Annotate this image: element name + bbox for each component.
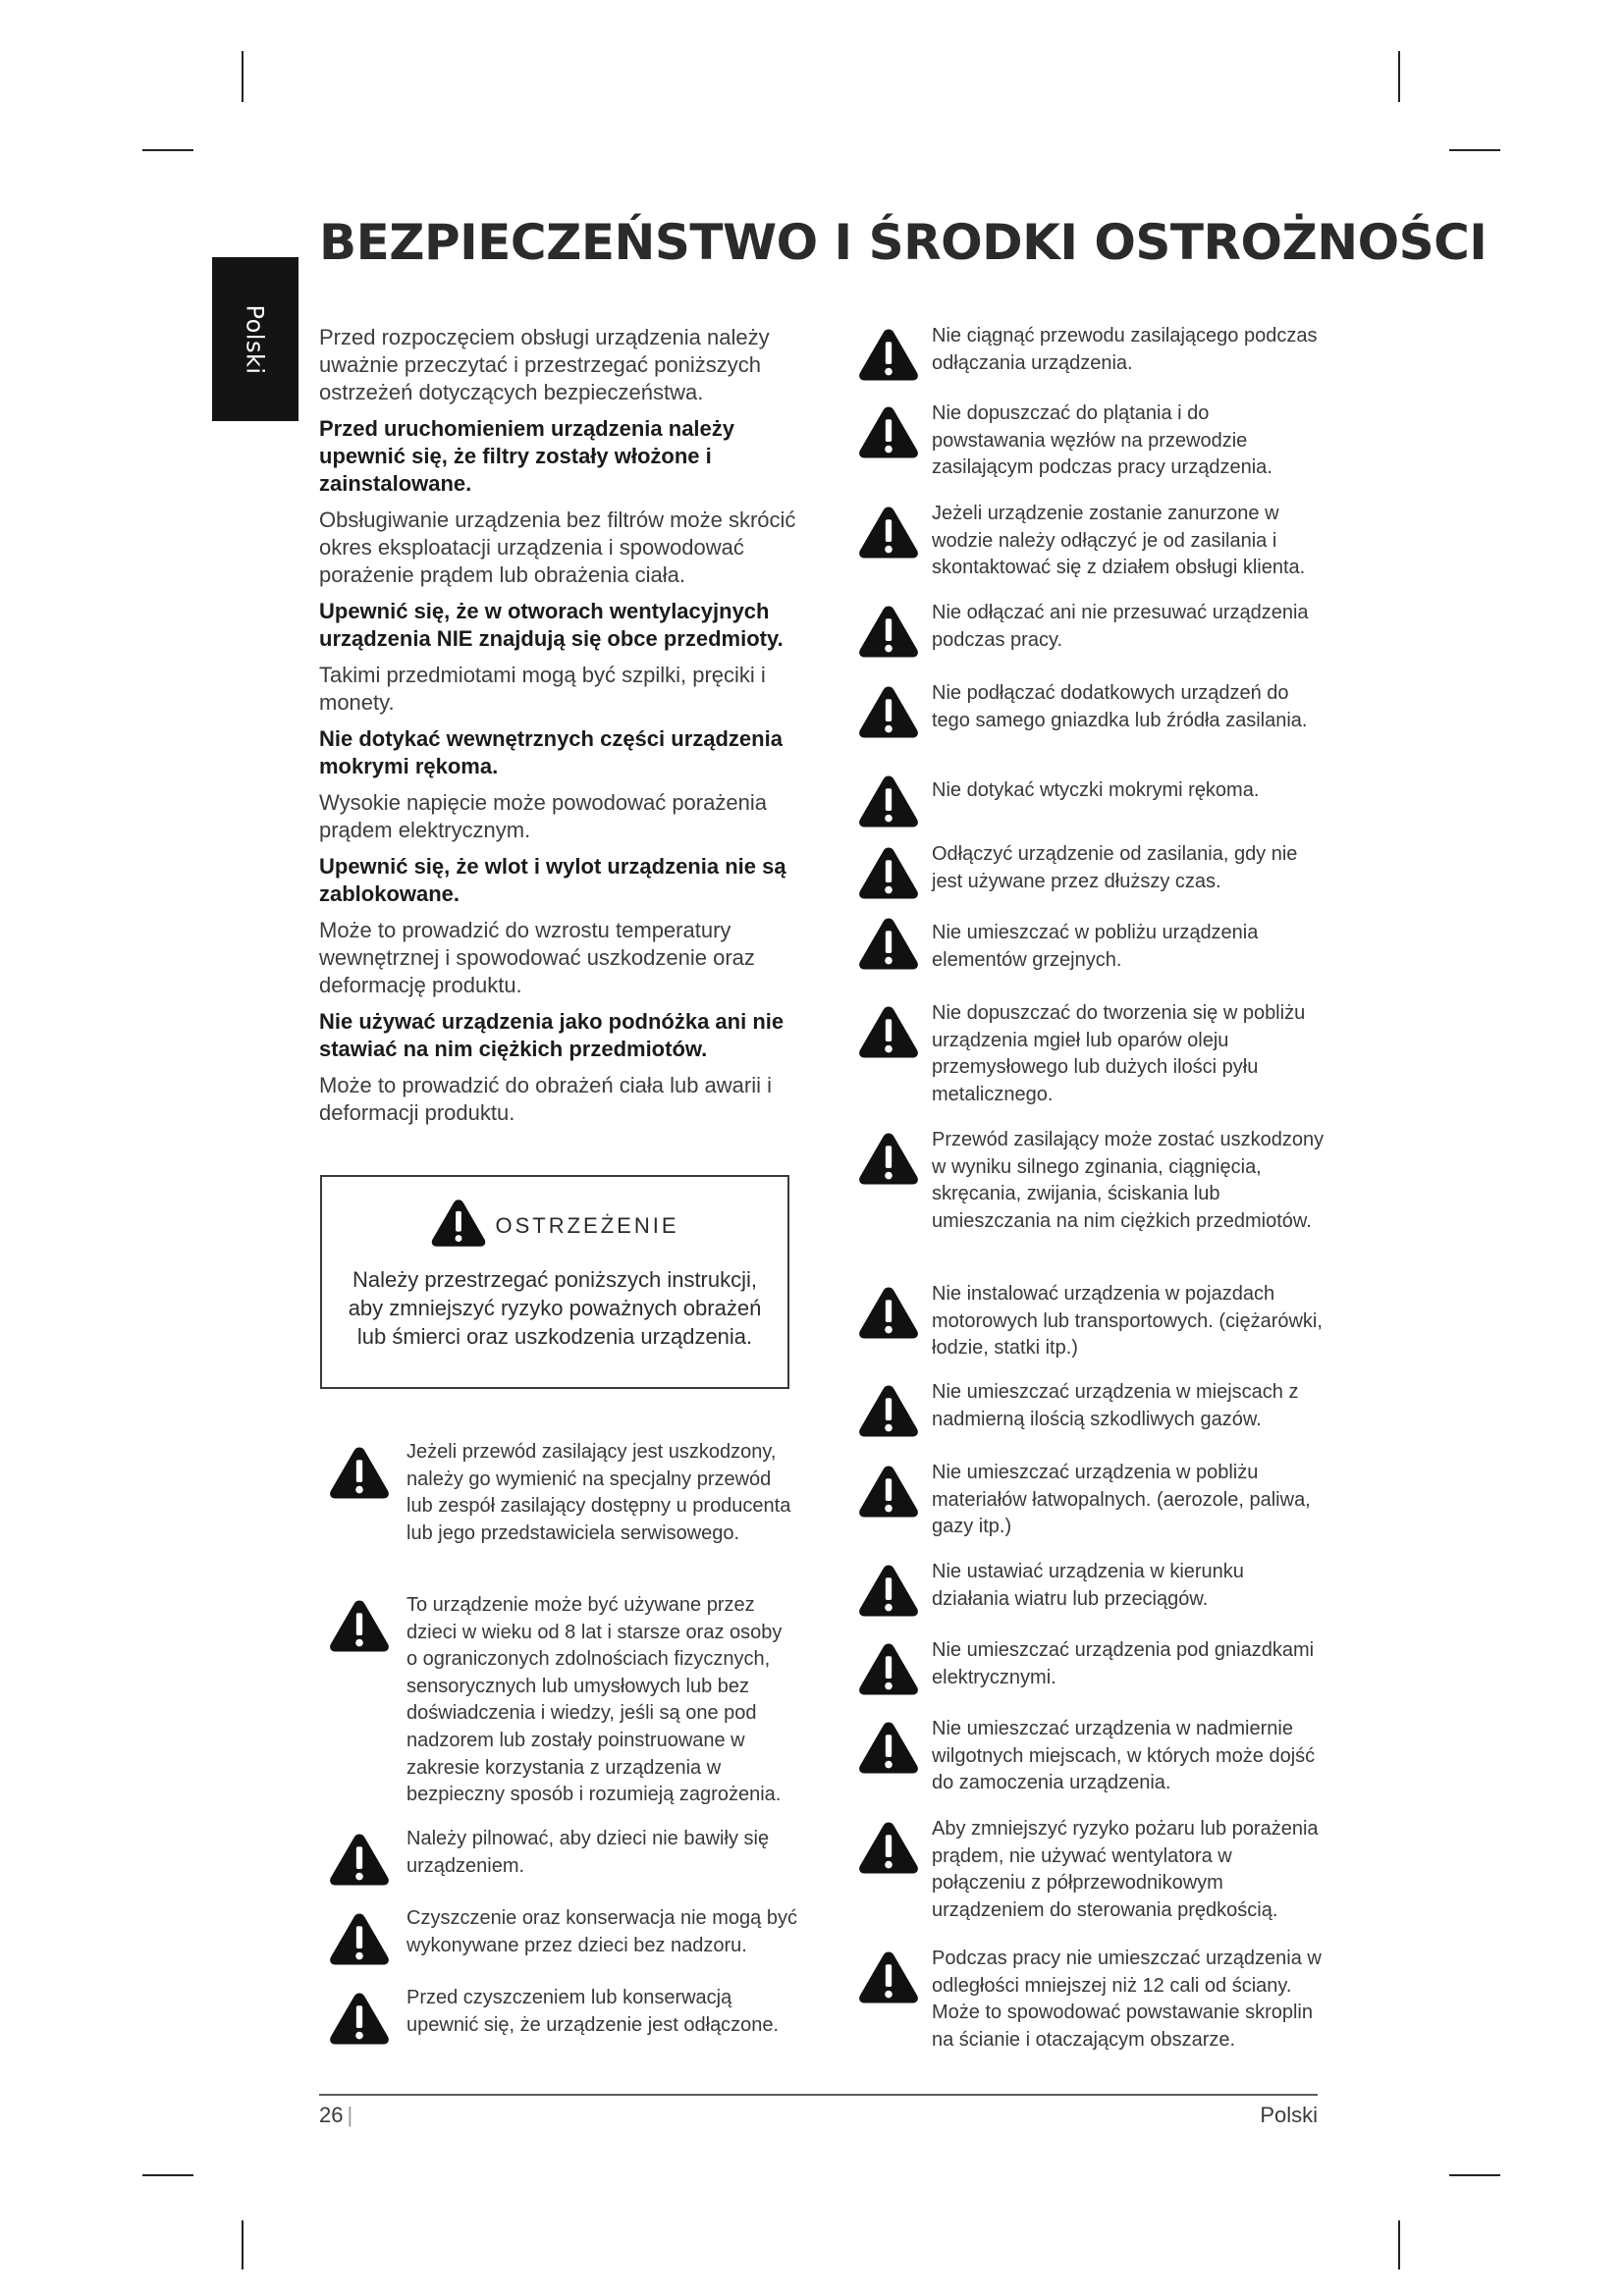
warning-item-text: Nie ciągnąć przewodu zasilającego podczas odłączania urządzenia.: [932, 325, 1318, 374]
warning-item-text: Nie dopuszczać do tworzenia się w pobliżu urządzenia mgieł lub oparów oleju przemysłowego lub dużych ilości pyłu metalicznego.: [932, 1002, 1306, 1105]
left-text-column: [319, 324, 796, 1136]
warning-item-text: Nie odłączać ani nie przesuwać urządzenia podczas pracy.: [932, 602, 1309, 651]
warning-item: [328, 1985, 797, 2047]
warning-item-text: Nie umieszczać w pobliżu urządzenia elementów grzejnych.: [932, 922, 1259, 971]
page-number: 26: [319, 2103, 344, 2127]
warning-item-text: Należy pilnować, aby dzieci nie bawiły się urządzeniem.: [406, 1828, 770, 1877]
page-title: BEZPIECZEŃSTWO I ŚRODKI OSTROŻNOŚCI: [319, 214, 1488, 271]
warning-item: [328, 1905, 797, 1967]
warning-box-header: [322, 1198, 787, 1254]
warning-triangle-icon: [857, 1641, 920, 1697]
warning-box: [320, 1175, 789, 1389]
warning-item: [328, 1826, 797, 1888]
warning-item-text: Jeżeli urządzenie zostanie zanurzone w wodzie należy odłączyć je od zasilania i skontaktować się z działem obsługi klienta.: [932, 503, 1306, 579]
warning-triangle-icon: [328, 1598, 391, 1654]
safety-heading: Nie używać urządzenia jako podnóżka ani nie stawiać na nim ciężkich przedmiotów.: [319, 1009, 785, 1061]
crop-mark: [242, 2220, 244, 2269]
warning-item: [857, 1127, 1326, 1235]
warning-triangle-icon: [328, 1991, 391, 2047]
warning-triangle-icon: [328, 1911, 391, 1967]
warning-item-text: Nie dotykać wtyczki mokrymi rękoma.: [932, 779, 1260, 801]
warning-item-text: Odłączyć urządzenie od zasilania, gdy nie jest używane przez dłuższy czas.: [932, 843, 1298, 892]
footer-rule: [319, 2094, 1318, 2096]
warning-triangle-icon: [857, 1285, 920, 1341]
warning-triangle-icon: [857, 505, 920, 561]
language-side-tab: [212, 257, 298, 421]
warning-item: [857, 841, 1326, 901]
warning-triangle-icon: [857, 1720, 920, 1776]
warning-item: [857, 920, 1326, 974]
warning-triangle-icon: [857, 404, 920, 460]
warning-box-text: Należy przestrzegać poniższych instrukcji, aby zmniejszyć ryzyko poważnych obrażeń lub śmierci oraz uszkodzenia urządzenia.: [348, 1267, 762, 1349]
warning-triangle-icon: [328, 1445, 391, 1501]
crop-mark: [142, 149, 193, 151]
warning-item: [857, 680, 1326, 740]
warning-item: [857, 600, 1326, 660]
warning-item-text: Nie podłączać dodatkowych urządzeń do tego samego gniazdka lub źródła zasilania.: [932, 682, 1308, 731]
warning-item-text: Nie ustawiać urządzenia w kierunku działania wiatru lub przeciągów.: [932, 1561, 1244, 1610]
warning-item: [328, 1592, 797, 1809]
warning-triangle-icon: [857, 1820, 920, 1876]
warning-item-text: Jeżeli przewód zasilający jest uszkodzony, należy go wymienić na specjalny przewód lub zespół zasilający dostępny u producenta lub jego przedstawiciela serwisowego.: [406, 1441, 791, 1544]
warning-item-text: Nie umieszczać urządzenia w miejscach z nadmierną ilością szkodliwych gazów.: [932, 1381, 1299, 1430]
warning-item: [857, 1281, 1326, 1362]
warning-item: [857, 777, 1326, 829]
crop-mark: [142, 2174, 193, 2176]
warning-item-text: Nie umieszczać urządzenia pod gniazdkami elektrycznymi.: [932, 1639, 1315, 1688]
safety-paragraph: Takimi przedmiotami mogą być szpilki, pręciki i monety.: [319, 663, 766, 715]
warning-triangle-icon: [857, 1383, 920, 1439]
warning-triangle-icon: [857, 1563, 920, 1619]
crop-mark: [1449, 149, 1500, 151]
crop-mark: [1449, 2174, 1500, 2176]
warning-triangle-icon: [857, 1949, 920, 2005]
warning-item-text: Nie dopuszczać do plątania i do powstawania węzłów na przewodzie zasilającym podczas pracy urządzenia.: [932, 402, 1272, 479]
warning-item-text: Przed czyszczeniem lub konserwacją upewnić się, że urządzenie jest odłączone.: [406, 1987, 780, 2036]
warning-triangle-icon: [857, 1131, 920, 1187]
warning-item-text: To urządzenie może być używane przez dzieci w wieku od 8 lat i starsze oraz osoby o ograniczonych zdolnościach fizycznych, sensorycznych lub umysłowych lub bez doświadczenia i wiedzy, jeśli są one pod nadzorem lub zostały poinstruowane w zakresie korzystania z urządzenia w bezpieczny sposób i rozumieją zagrożenia.: [406, 1594, 783, 1806]
warning-triangle-icon: [857, 684, 920, 740]
crop-mark: [242, 51, 244, 102]
crop-mark: [1398, 2220, 1400, 2269]
safety-heading: Upewnić się, że w otworach wentylacyjnych urządzenia NIE znajdują się obce przedmioty.: [319, 599, 784, 651]
safety-heading: Przed uruchomieniem urządzenia należy upewnić się, że filtry zostały włożone i zainstalowane.: [319, 416, 735, 496]
warning-item: [328, 1439, 797, 1547]
warning-item-text: Czyszczenie oraz konserwacja nie mogą być wykonywane przez dzieci bez nadzoru.: [406, 1907, 797, 1956]
warning-item-text: Aby zmniejszyć ryzyko pożaru lub porażenia prądem, nie używać wentylatora w połączeniu z półprzewodnikowym urządzeniem do sterowania prędkością.: [932, 1818, 1319, 1921]
warning-item: [857, 1637, 1326, 1697]
warning-box-label: OSTRZEŻENIE: [495, 1212, 679, 1238]
warning-triangle-icon: [857, 604, 920, 660]
warning-item-text: Nie umieszczać urządzenia w nadmiernie wilgotnych miejscach, w których może dojść do zamoczenia urządzenia.: [932, 1718, 1316, 1794]
crop-mark: [1398, 51, 1400, 102]
warning-triangle-icon: [857, 1464, 920, 1520]
safety-paragraph: Może to prowadzić do obrażeń ciała lub awarii i deformacji produktu.: [319, 1073, 773, 1125]
warning-triangle-icon: [857, 1004, 920, 1060]
warning-item: [857, 323, 1326, 383]
safety-paragraph: Może to prowadzić do wzrostu temperatury wewnętrznej i spowodować uszkodzenie oraz deformację produktu.: [319, 918, 755, 997]
warning-item: [857, 1946, 1326, 2054]
warning-triangle-icon: [430, 1198, 487, 1254]
warning-item: [857, 1379, 1326, 1439]
page-separator: |: [347, 2103, 353, 2127]
safety-paragraph: Obsługiwanie urządzenia bez filtrów może skrócić okres eksploatacji urządzenia i spowodować porażenie prądem lub obrażenia ciała.: [319, 507, 796, 587]
safety-heading: Upewnić się, że wlot i wylot urządzenia nie są zablokowane.: [319, 854, 786, 906]
footer-language: Polski: [1260, 2103, 1318, 2127]
warning-triangle-icon: [857, 774, 920, 829]
warning-item: [857, 1816, 1326, 1924]
warning-item-text: Nie umieszczać urządzenia w pobliżu materiałów łatwopalnych. (aerozole, paliwa, gazy itp.): [932, 1462, 1311, 1538]
warning-item-text: Podczas pracy nie umieszczać urządzenia w odległości mniejszej niż 12 cali od ściany. Może to spowodować powstawanie skroplin na ścianie i otaczającym obszarze.: [932, 1948, 1322, 2051]
warning-item: [857, 1716, 1326, 1797]
safety-paragraph: Przed rozpoczęciem obsługi urządzenia należy uważnie przeczytać i przestrzegać poniższych ostrzeżeń dotyczących bezpieczeństwa.: [319, 325, 770, 404]
warning-item: [857, 1000, 1326, 1108]
warning-item: [857, 1559, 1326, 1619]
warning-item-text: Przewód zasilający może zostać uszkodzony w wyniku silnego zginania, ciągnięcia, skręcania, zwijania, ściskania lub umieszczania na nim ciężkich przedmiotów.: [932, 1129, 1325, 1232]
warning-item: [857, 1460, 1326, 1541]
warning-triangle-icon: [857, 327, 920, 383]
warning-item: [857, 501, 1326, 582]
safety-paragraph: Wysokie napięcie może powodować porażenia prądem elektrycznym.: [319, 790, 767, 842]
warning-triangle-icon: [857, 845, 920, 901]
safety-heading: Nie dotykać wewnętrznych części urządzenia mokrymi rękoma.: [319, 726, 783, 778]
warning-item-text: Nie instalować urządzenia w pojazdach motorowych lub transportowych. (ciężarówki, łodzie, statki itp.): [932, 1283, 1323, 1360]
warning-triangle-icon: [857, 916, 920, 972]
footer-page-number: [319, 2103, 352, 2128]
language-side-tab-label: Polski: [241, 303, 269, 375]
warning-triangle-icon: [328, 1832, 391, 1888]
warning-item: [857, 400, 1326, 482]
